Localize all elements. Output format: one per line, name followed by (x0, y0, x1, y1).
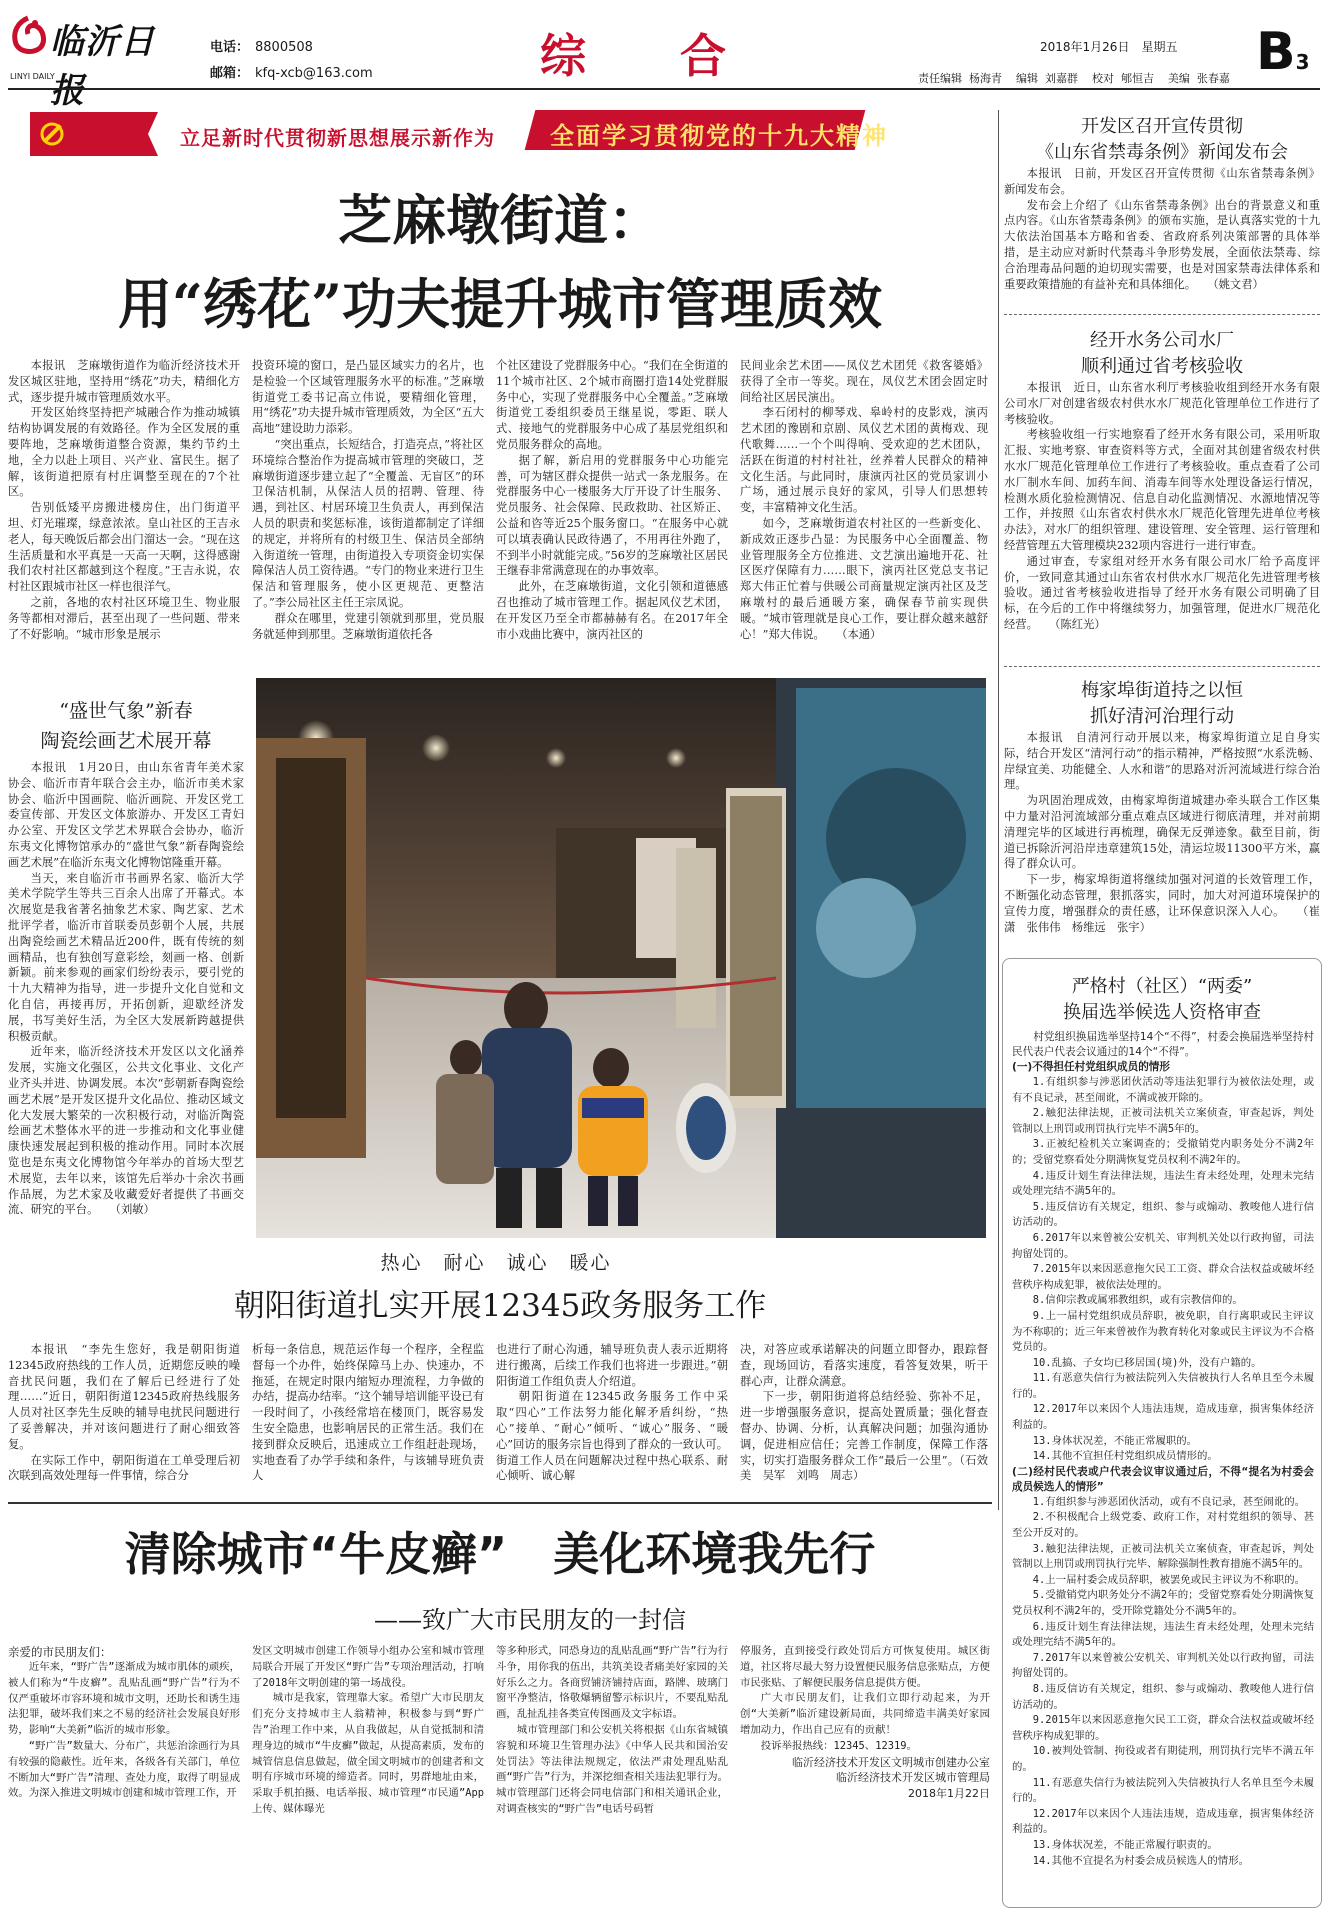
election-list-item: 5.受撤销党内职务处分不满2年的；受留党察看处分期满恢复党员权利不满2年的，受开除党籍处分不满5年的。 (1012, 1589, 1314, 1617)
election-list-item: 8.违反信访有关规定，组织、参与或煽动、教唆他人进行信访活动的。 (1012, 1682, 1314, 1711)
masthead (0, 0, 1328, 111)
election-list-1 (1012, 1075, 1314, 1465)
election-list-item: 1.有组织参与涉恶团伙活动等违法犯罪行为被依法处理，或有不良记录，甚至闹讹，不满或被开除的。 (1012, 1076, 1314, 1104)
section-title: 综 合 (540, 29, 726, 83)
election-list-2 (1012, 1495, 1314, 1869)
story3-title-2: 抓好清河治理行动 (1090, 706, 1234, 727)
story3-body: 本报讯 自清河行动开展以来，梅家埠街道立足自身实际，结合开发区“清河行动”的指示精神，严格按照“水系洗畅、岸绿宜美、功能健全、人水和谐”的思路对沂河流域进行综合治理。 为巩固治理成效，由梅家埠街道城建办牵头联合工作区集中力量对沿河流域部分重点难点区域进行彻底清理，并对前期清理完毕的区域进行再梳理，确保无反弹迹象。截至目前，街道已拆除沂河沿岸违章建筑15处，清运垃圾11300平方米，赢得了群众认可。 下一步，梅家埠街道将继续加强对河道的长效管理工作，不断强化动态管理，狠抓落实，同时，加大对河道环境保护的宣传力度，增强群众的责任感，让环保意识深入人心。 （崔潇 张伟伟 杨维远 张宇） (1004, 731, 1320, 934)
lead-col-2: 投资环境的窗口，是凸显区域实力的名片，也是检验一个区域管理服务水平的标准。”芝麻墩街道党工委书记高立伟说，要精细化管理，用“绣花”功夫提升城市管理质效，为全区“五大高地”建设助力添彩。 “突出重点，长短结合，打造亮点，”将社区环境综合整治作为提高城市管理的突破口，芝麻墩街道逐步建立起了“全覆盖、无盲区”的环卫保洁机制，从保洁人员的招聘、管理、待遇，到社区、村居环境卫生负责人，再到保洁人员的职责和奖惩标准，该街道都制定了详细的规定，并将所有的村级卫生、保洁员全部纳入街道统一管理，由街道投入专项资金切实保障保洁人员工资待遇。“专门的物业来进行卫生保洁和管理服务，使小区更规范、更整洁了。”李公局社区主任王宗凤说。 群众在哪里，党建引领就到那里，党员服务就延伸到那里。芝麻墩街道依托各 (252, 359, 484, 641)
chaoyang-col-2: 析每一条信息，规范运作每一个程序，全程监督每一个办件，始终保障马上办、快速办，不拖延，在规定时限内缩短办理流程，力争做的办结，提高办结率。“这个辅导培训能平设已有一段时间了，小孩经常培在楼顶门，既容易发生安全隐患，也影响居民的正常生活。我们在接到群众反映后，迅速成立工作组赶赴现场，实地查看了办学手续和条件，与该辅导班负责人 (252, 1343, 484, 1483)
chaoyang-kicker: 热心 耐心 诚心 暖心 (380, 1252, 612, 1274)
election-list-item: 4.违反计划生育法律法规，违法生育未经处理，处理未完结或处理完结不满5年的。 (1012, 1169, 1314, 1198)
election-list-item: 2.不积极配合上级党委、政府工作，对村党组织的领导、甚至公开反对的。 (1012, 1511, 1314, 1540)
logo-emblem-icon (8, 14, 48, 56)
election-list-item: 3.正被纪检机关立案调查的；受撤销党内职务处分不满2年的；受留党察看处分期满恢复党员权利不满2年的。 (1012, 1138, 1314, 1166)
election-list-item: 10.被判处管制、拘役或者有期徒刑，刑罚执行完毕不满五年的。 (1012, 1745, 1314, 1773)
newspaper-logo (8, 10, 158, 111)
election-list-item: 7.2015年以来因恶意拖欠民工工资、群众合法权益或破坏经营秩序构成犯罪，被依法处理的。 (1012, 1263, 1314, 1291)
ceramic-title-2: 陶瓷绘画艺术展开幕 (40, 730, 212, 752)
editors-credit: 责任编辑 杨海青 编辑 刘嘉群 校对 郇恒吉 美编 张春嘉 (918, 72, 1230, 85)
story2-title-2: 顺利通过省考核验收 (1081, 356, 1243, 377)
contact-email: 邮箱： kfq-xcb@163.com (210, 66, 373, 81)
story1-title-1: 开发区召开宣传贯彻 (1081, 116, 1243, 137)
niupixian-subtitle: ——致广大市民朋友的一封信 (374, 1606, 686, 1634)
lead-headline-2: 用“绣花”功夫提升城市管理质效 (117, 272, 883, 336)
election-list-item: 11.有恶意失信行为被法院列入失信被执行人名单且至今未履行的。 (1012, 1372, 1314, 1400)
election-list-item: 12.2017年以来因个人违法违规，造成违章，损害集体经济利益的。 (1012, 1403, 1314, 1432)
election-title-1: 严格村（社区）“两委” (1071, 976, 1253, 997)
logo-subtitle: LINYI DAILY (10, 72, 55, 81)
banner-right-text: 全面学习贯彻党的十九大精神 (550, 121, 888, 150)
lead-headline-1: 芝麻墩街道： (338, 188, 662, 252)
issue-date: 2018年1月26日 星期五 (1040, 40, 1178, 54)
niupixian-col-3: 等多种形式，同恐身边的乱贴乱画“野广告”行为行斗争，用你我的伍出，共筑美设者痛美好家园的关好乐么之力。各商贸铺济铺持店面，路牌、玻璃门窗平净整洁，恪敬爆辆留警示标识片，不要乱贴乱画，乱扯乱挂各类宣传图画及文字标语。 城市管理部门和公安机关将根据《山东省城镇容貌和环境卫生管理办法》《中华人民共和国治安处罚法》等法律法规规定，依法严肃处理乱贴乱画“野广告”行为，并深挖细查相关违法犯罪行为。城市管理部门还将会同电信部门和相关通讯企业，对调查核实的“野广告”电话号码暂 (496, 1645, 728, 1815)
niupixian-col-4: 停服务，直到接受行政处罚后方可恢复使用。城区街道，社区将尽最大努力设置便民服务信息张贴点，方便市民张贴、了解便民服务信息提供方便。 广大市民朋友们，让我们立即行动起来，为开创“大美新”临沂建设新局面，共同缔造丰满美好家园增加动力，作出自己应有的贡献！ 投诉举报热线：12345、12319。 临沂经济技术开发区文明城市创建办公室 临沂经济技术开发区城市管理局 2018年1月22日 (740, 1645, 990, 1801)
election-list-item: 6.2017年以来曾被公安机关、审判机关处以行政拘留，司法拘留处罚的。 (1012, 1231, 1314, 1260)
election-list-item: 3.触犯法律法规，正被司法机关立案侦查，审查起诉，判处管制以上刑罚或刑罚执行完毕、解除强制性教育措施不满5年的。 (1012, 1542, 1314, 1571)
ceramic-body: 本报讯 1月20日，由山东省青年美术家协会、临沂市青年联合会主办，临沂市美术家协会、临沂中国画院、临沂画院、开发区党工委宣传部、开发区文体旅游办、开发区工青妇办公室、开发区文学艺术界联合会协办，临沂东夷文化博物馆承办的“盛世气象”新春陶瓷绘画艺术展”在临沂东夷文化博物馆隆重开幕。 当天，来自临沂市书画界名家、临沂大学美术学院学生等共三百余人出席了开幕式。本次展览是我省著名抽象艺术家、陶艺家、艺术批评学者，临沂市首联委员彭朝个人展，共展出陶瓷绘画艺术精品近200件，既有传统的刻画精品，也有独创写意彩绘，刻画一格、创新新颖。前来参观的画家们纷纷表示，要引党的十九大精神为指导，进一步提升文化自觉和文化自信，再接再厉，开拓创新，迎歇经济发展，书写美好生活，为全区大发展新跨越提供积极贡献。 近年来，临沂经济技术开发区以文化涵养发展，实施文化强区，公共文化事业、文化产业齐头并进、协调发展。本次“彭朝新春陶瓷绘画艺术展”是开发区提升文化品位、推动区域文化大发展大繁荣的一次积极行动，对临沂陶瓷绘画艺术整体水平的进一步推动和文化事业健康快速发展起到积极的推动作用。同时本次展览也是东夷文化博物馆今年举办的首场大型艺术展览，去年以来，该馆先后举办十余次书画作品展，为艺术家及收藏爱好者提供了书画交流、研究的平台。 （刘敏） (8, 761, 244, 1217)
chaoyang-title: 朝阳街道扎实开展12345政务服务工作 (233, 1288, 767, 1324)
election-list-item: 9.上一届村党组织成员辞职，被免职，自行离职或民主评议为不称职的；近三年来曾被作为教育转化对象或民主评议为不合格党员的。 (1012, 1309, 1314, 1354)
election-list-item: 14.其他不宜担任村党组织成员情形的。 (1032, 1450, 1218, 1463)
election-list-item: 11.有恶意失信行为被法院列入失信被执行人名单且至今未履行的。 (1012, 1776, 1314, 1805)
exhibition-hall-photo-icon (256, 678, 986, 1238)
niupixian-col-1: 近年来，“野广告”逐渐成为城市肌体的顽疾，被人们称为“牛皮癣”。乱贴乱画“野广告”行为不仅严重破坏市容环境和城市文明，还助长和诱生违法犯罪，破坏我们来之不易的经济社会发展良好形势，影响“大美新”临沂的城市形象。 “野广告”数量大、分布广，共惩治涂画行为具有较强的隐蔽性。近年来，各级各有关部门，单位不断加大“野广告”清理、查处力度，取得了明显成效。为深入推进文明城市创建和城市管理工作，开 (8, 1661, 240, 1800)
niupixian-salutation: 亲爱的市民朋友们： (8, 1645, 112, 1659)
chaoyang-col-4: 决，对答应或承诺解决的问题立即督办，跟踪督查，现场回访，看落实速度，看答复效果，听干群心声，让群众满意。 下一步，朝阳街道将总结经验、弥补不足，进一步增强服务意识，提高处置质量；强化督查督办、协调、分析，认真解决问题；加强沟通协调，促进相应信任；完善工作制度，保障工作落实，切实打造服务群众工作“最后一公里”。（石效美 吴军 刘鸣 周志） (740, 1343, 988, 1483)
story3-title-1: 梅家埠街道持之以恒 (1081, 680, 1243, 701)
election-body: 村党组织换届选举坚持14个“不得”，村委会换届选举坚持村民代表户代表会议通过的14个“不得”。 (一)不得担任村党组织成员的情形 1.有组织参与涉恶团伙活动等违法犯罪行为被依法处理，或有不良记录，甚至闹讹，不满或被开除的。 2.触犯法律法规，正被司法机关立案侦查，审查起诉，判处管制以上刑罚或刑罚执行完毕不满5年的。 3.正被纪检机关立案调查的；受撤销党内职务处分不满2年的；受留党察看处分期满恢复党员权利不满2年的。 4.违反计划生育法律法规，违法生育未经处理，处理未完结或处理完结不满5年的。 5.违反信访有关规定，组织、参与或煽动、教唆他人进行信访活动的。 6.2017年以来曾被公安机关、审判机关处以行政拘留，司法拘留处罚的。 7.2015年以来因恶意拖欠民工工资、群众合法权益或破坏经营秩序构成犯罪，被依法处理的。 8.信仰宗教或属邪教组织，或有宗教信仰的。 9.上一届村党组织成员辞职，被免职，自行离职或民主评议为不称职的；近三年来曾被作为教育转化对象或民主评议为不合格党员的。 10.乱搞、子女均已移居国(境)外，没有户籍的。 11.有恶意失信行为被法院列入失信被执行人名单且至今未履行的。 12.2017年以来因个人违法违规，造成违章，损害集体经济利益的。 13.身体状况差，不能正常履职的。 14.其他不宜担任村党组织成员情形的。 (二)经村民代表或户代表会议审议通过后，不得“提名为村委会成员候选人的情形” 1.有组织参与涉恶团伙活动，或有不良记录，甚至闹讹的。 2.不积极配合上级党委、政府工作，对村党组织的领导、甚至公开反对的。 3.触犯法律法规，正被司法机关立案侦查，审查起诉，判处管制以上刑罚或刑罚执行完毕、解除强制性教育措施不满5年的。 4.上一届村委会成员辞职，被罢免或民主评议为不称职的。 5.受撤销党内职务处分不满2年的；受留党察看处分期满恢复党员权利不满2年的，受开除党籍处分不满5年的。 6.违反计划生育法律法规，违法生育未经处理，处理未完结或处理完结不满5年的。 7.2017年以来曾被公安机关、审判机关处以行政拘留，司法拘留处罚的。 8.违反信访有关规定，组织、参与或煽动、教唆他人进行信访活动的。 9.2015年以来因恶意拖欠民工工资，群众合法权益或破坏经营秩序构成犯罪的。 10.被判处管制、拘役或者有期徒刑，刑罚执行完毕不满五年的。 11.有恶意失信行为被法院列入失信被执行人名单且至今未履行的。 12.2017年以来因个人违法违规，造成违章，损害集体经济利益的。 13.身体状况差，不能正常履行职责的。 14.其他不宜提名为村委会成员候选人的情形。 (1012, 1030, 1314, 1902)
election-list-item: 13.身体状况差，不能正常履行职责的。 (1032, 1838, 1218, 1851)
election-list-item: 1.有组织参与涉恶团伙活动，或有不良记录，甚至闹讹的。 (1032, 1495, 1306, 1508)
lead-col-3: 个社区建设了党群服务中心。“我们在全街道的11个城市社区、2个城市商圈打造14处党群服务中心，实现了党群服务中心全覆盖。”芝麻墩街道党工委组织委员王继星说，零距、联人式、接地气的党群服务中心成了基层党组织和党员服务群众的高地。 据了解，新启用的党群服务中心功能完善，可为辖区群众提供一站式一条龙服务。在党群服务中心一楼服务大厅开设了计生服务、党员服务、社会保障、民政救助、社区矫正、公益和咨等近25个服务窗口。“在服务中心就可以填表确认民政待遇了，不用再往外跑了，不到半小时就能完成。”56岁的芝麻墩社区居民王继春非常满意现在的办事效率。 此外，在芝麻墩街道，文化引领和道德感召也推动了城市管理工作。据起风仪艺术团，在开发区乃至全市都赫赫有名。在2017年全市小戏曲比赛中，演丙社区的 (496, 359, 728, 641)
election-title-2: 换届选举候选人资格审查 (1063, 1002, 1261, 1023)
chaoyang-col-1: 本报讯 “李先生您好，我是朝阳街道12345政府热线的工作人员，近期您反映的噪音扰民问题，我们在了解后已经进行了处理……”近日，朝阳街道12345政府热线服务人员对社区李先生反映的辅导电扰民问题进行了妥善解决，并对该问题进行了耐心细致答复。 在实际工作中，朝阳街道在工单受理后初次联到高效处理每一件事情，综合分 (8, 1343, 240, 1483)
election-list-item: 8.信仰宗教或属邪教组织，或有宗教信仰的。 (1032, 1294, 1243, 1307)
niupixian-col-2: 发区文明城市创建工作领导小组办公室和城市管理局联合开展了开发区“野广告”专项治理活动，打响了2018年文明创建的第一场战役。 城市是我家，管理靠大家。希望广大市民朋友们充分支持城市主人翁精神，积极参与到“野广告”治理工作中来，从自我做起，从自觉抵制和清理身边的城市“牛皮癣”做起，从提高素质，发布的城管信息信息做起，做全国文明城市的创建者和文明有序城市环境的缔造者。同时，男群地址由来，采取手机拍摄、电话举报、城市管理“市民通”App上传、媒体曝光 (252, 1645, 484, 1815)
exhibition-photo (256, 678, 986, 1238)
election-list-item: 14.其他不宜提名为村委会成员候选人的情形。 (1032, 1854, 1249, 1867)
ceramic-title-1: “盛世气象”新春 (59, 700, 193, 722)
election-list-item: 7.2017年以来曾被公安机关、审判机关处以行政拘留，司法拘留处罚的。 (1012, 1651, 1314, 1680)
story1-title-2: 《山东省禁毒条例》新闻发布会 (1036, 142, 1288, 163)
election-list-item: 9.2015年以来因恶意拖欠民工工资，群众合法权益或破坏经营秩序构成犯罪的。 (1012, 1714, 1314, 1742)
story1-body: 本报讯 日前，开发区召开宣传贯彻《山东省禁毒条例》新闻发布会。 发布会上介绍了《山东省禁毒条例》出台的背景意义和重点内容。《山东省禁毒条例》的颁布实施，是认真落实党的十九大依法治国基本方略和省委、省政府系列决策部署的具体举措，是主动应对新时代禁毒斗争形势发展，全面依法禁毒、综合治理毒品问题的迫切现实需要，也是对国家禁毒法律体系和重要政策措施的有益补充和具体细化。 （姚文君） (1004, 167, 1320, 291)
election-list-item: 4.上一届村委会成员辞职，被罢免或民主评议为不称职的。 (1032, 1573, 1306, 1586)
contact-phone: 电话： 8800508 (210, 40, 313, 55)
election-list-item: 10.乱搞、子女均已移居国(境)外，没有户籍的。 (1032, 1356, 1262, 1369)
story2-title-1: 经开水务公司水厂 (1090, 330, 1234, 351)
page-number: B3 (1256, 22, 1310, 82)
topic-banner (30, 110, 890, 158)
election-list-item: 12.2017年以来因个人违法违规，造成违章，损害集体经济利益的。 (1012, 1807, 1314, 1836)
election-list-item: 13.身体状况差，不能正常履职的。 (1032, 1434, 1198, 1447)
niupixian-title: 清除城市“牛皮癣” 美化环境我先行 (124, 1527, 876, 1581)
chaoyang-col-3: 也进行了耐心沟通，辅导班负责人表示近期将进行搬离，后续工作我们也将进一步跟进。”朝阳街道工作组负责人介绍道。 朝阳街道在12345政务服务工作中采取“四心”工作法努力能化解矛盾纠纷，“热心”接单、“耐心”倾听、“诚心”服务、“暖心”回访的服务宗旨也得到了群众的一致认可。街道工作人员在问题解决过程中热心联系、耐心倾听、诚心解 (496, 1343, 728, 1483)
logo-title: 临沂日报 (50, 22, 155, 111)
election-list-item: 6.违反计划生育法律法规，违法生育未经处理，处理未完结或处理完结不满5年的。 (1012, 1620, 1314, 1649)
banner-left-text: 立足新时代贯彻新思想展示新作为 (180, 126, 495, 150)
story2-body: 本报讯 近日，山东省水利厅考核验收组到经开水务有限公司水厂对创建省级农村供水水厂规范化管理单位工作进行了考核验收。 考核验收组一行实地察看了经开水务有限公司，采用听取汇报、实地考察、审查资料等方式，全面对其创建省级农村供水水厂规范化管理单位工作进行了考核验收。重点查看了公司水厂制水车间、加药车间、消毒车间等水处理设备运行情况，检测水质化验检测情况、信息自动化监测情况、水源地情况等工作，并按照《山东省农村供水水厂规范化管理先进单位考核办法》，对水厂的组织管理、建设管理、安全管理、运行管理和经营管理五大管理模块232项内容进行一进行审查。 通过审查，专家组对经开水务有限公司水厂给予高度评价，一致同意其通过山东省农村供水水厂规范化先进管理考核验收。通过省考核验收进指导了经开水务有限公司明确了目标，在今后的工作中将继续努力，加强管理，促进水厂规范化经营。 （陈红光） (1004, 381, 1320, 631)
lead-col-4: 民间业余艺术团——凤仪艺术团凭《救客婆婚》获得了全市一等奖。现在，凤仪艺术团会固定时间给社区居民演出。 李石闭村的柳琴戏、皋岭村的皮影戏，演丙艺术团的豫剧和京剧、凤仪艺术团的黄梅戏、现代歌舞……一个个叫得响、受欢迎的艺术团队，活跃在街道的村村社社，丝养着人民群众的精神文化生活。与此同时，康演丙社区的党员家训小广场，通过展示良好的家风，引导人们思想转变，丰富精神文化生活。 如今，芝麻墩街道农村社区的一些新变化、新成效正逐步凸显：为民服务中心全面覆盖、物业管理服务全方位推进、文艺演出遍地开花、社区医疗保障有力……眼下，演丙社区党总支书记郑大伟正忙着与供暖公司商量规定演丙社区及芝麻墩村的最后通暖方案，确保春节前实现供暖。“城市管理就是良心工作，要让群众越来越舒心！”郑大伟说。 （本通） (740, 359, 988, 641)
election-list-item: 2.触犯法律法规，正被司法机关立案侦查，审查起诉，判处管制以上刑罚或刑罚执行完毕不满5年的。 (1012, 1107, 1314, 1135)
party-flag-icon (30, 112, 158, 156)
election-list-item: 5.违反信访有关规定，组织、参与或煽动、教唆他人进行信访活动的。 (1012, 1200, 1314, 1229)
lead-col-1: 本报讯 芝麻墩街道作为临沂经济技术开发区城区驻地，坚持用“绣花”功夫，精细化方式，逐步提升城市管理质效水平。 开发区始终坚持把产城融合作为推动城镇结构协调发展的有效路径。作为全区发展的重要阵地，芝麻墩街道整合资源，集约节约土地，全力以赴上项目、兴产业、富民生。据了解，该街道把原有村庄调整至现在的7个社区。 告别低矮平房搬进楼房住，出门街道平坦、灯光璀璨，绿意浓浓。皇山社区的王吉永老人，每天晚饭后都会出门溜达一会。“现在这生活质量和水平真是一天高一天啊，这得感谢我们农村社区都越到这个程度。”王吉永说，农村社区跟城市社区一样也很洋气。 之前，各地的农村社区环境卫生、物业服务等都相对滞后，甚至出现了一些问题、带来了不好影响。“城市形象是展示 (8, 359, 240, 641)
